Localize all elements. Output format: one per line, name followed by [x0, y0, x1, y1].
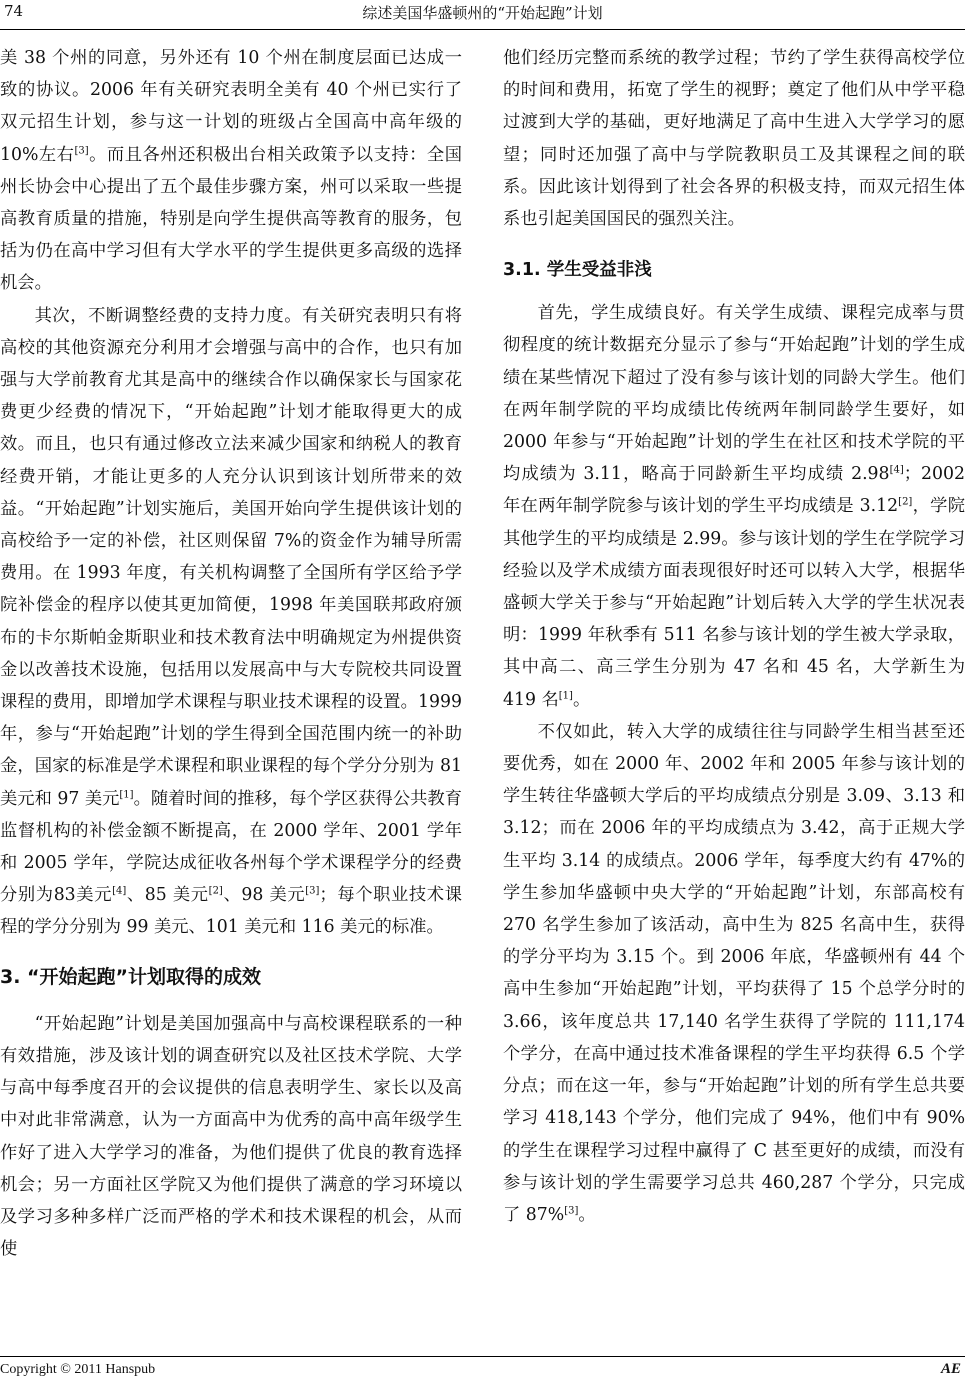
paragraph-4: 首先，学生成绩良好。有关学生成绩、课程完成率与贯彻程度的统计数据充分显示了参与“开始起跑”计划的学生成绩在某些情况下超过了没有参与该计划的同龄大学生。他们在两年制学院的平均成绩比传统两年制同龄学生要好，如 2000 年参与“开始起跑”计划的学生在社区和技术学院的平均成绩为 3.11，略高于同龄新生平均成绩 2.98[4]；2002 年在两年制学院参与该计划的学生平均成绩是 3.12[2]，学院其他学生的平均成绩是 2.99。参与该计划的学生在学院学习经验以及学术成绩方面表现很好时还可以转入大学，根据华盛顿大学关于参与“开始起跑”计划后转入大学的学生状况表明：1999 年秋季有 511 名参与该计划的学生被大学录取，其中高二、高三学生分别为 47 名和 45 名，大学新生为 419 名[1]。 — [503, 303, 965, 710]
left-column — [0, 42, 462, 1265]
right-column — [503, 42, 965, 1231]
citation-ref[interactable]: [1] — [558, 690, 573, 702]
paragraph-2: 其次，不断调整经费的支持力度。有关研究表明只有将高校的其他资源充分利用才会增强与高中的合作，也只有加强与大学前教育尤其是高中的继续合作以确保家长与国家花费更少经费的情况下，“开始起跑”计划才能取得更大的成效。而且，也只有通过修改立法来减少国家和纳税人的教育经费开销，才能让更多的人充分认识到该计划所带来的效益。“开始起跑”计划实施后，美国开始向学生提供该计划的高校给予一定的补偿，社区则保留 7%的资金作为辅导所需费用。在 1993 年度，有关机构调整了全国所有学区给予学院补偿金的程序以使其更加简便，1998 年美国联邦政府颁布的卡尔斯帕金斯职业和技术教育法中明确规定为州提供资金以改善技术设施，包括用以发展高中与大专院校共同设置课程的费用，即增加学术课程与职业技术课程的设置。1999 年，参与“开始起跑”计划的学生得到全国范围内统一的补助金，国家的标准是学术课程和职业课程的每个学分分别为 81 美元和 97 美元[1]。随着时间的推移，每个学区获得公共教育监督机构的补偿金额不断提高，在 2000 学年、2001 学年和 2005 学年，学院达成征收各州每个学术课程学分的经费分别为83美元[4]、85 美元[2]、98 美元[3]；每个职业技术课程的学分分别为 99 美元、101 美元和 116 美元的标准。 — [0, 305, 462, 938]
page-footer — [0, 1356, 965, 1386]
citation-ref[interactable]: [2] — [898, 496, 913, 508]
section-heading-3: 3. “开始起跑”计划取得的成效 — [0, 965, 262, 988]
citation-ref[interactable]: [2] — [208, 885, 223, 897]
header-rule — [0, 29, 965, 30]
citation-ref[interactable]: [3] — [305, 885, 320, 897]
citation-ref[interactable]: [3] — [74, 145, 89, 157]
running-header — [0, 2, 965, 26]
copyright: Copyright © 2011 Hanspub — [0, 1362, 156, 1377]
journal-abbrev: AE — [940, 1361, 961, 1377]
running-title: 综述美国华盛顿州的“开始起跑”计划 — [362, 4, 603, 22]
paragraph-3-continued: 他们经历完整而系统的教学过程；节约了学生获得高校学位的时间和费用，拓宽了学生的视野；奠定了他们从中学平稳过渡到大学的基础，更好地满足了高中生进入大学学习的愿望；同时还加强了高中与学院教职员工及其课程之间的联系。因此该计划得到了社会各界的积极支持，而双元招生体系也引起美国国民的强烈关注。 — [503, 48, 965, 230]
citation-ref[interactable]: [3] — [564, 1205, 579, 1217]
section-heading-3-1: 3.1. 学生受益非浅 — [503, 260, 652, 281]
citation-ref[interactable]: [4] — [112, 885, 127, 897]
paragraph-5: 不仅如此，转入大学的成绩往往与同龄学生相当甚至还要优秀，如在 2000 年、2002 年和 2005 年参与该计划的学生转往华盛顿大学后的平均成绩点分别是 3.09、3.13 和 3.12；而在 2006 年的平均成绩点为 3.42，高于正规大学生平均 3.14 的成绩点。2006 学年，每季度大约有 47%的学生参加华盛顿中央大学的“开始起跑”计划，东部高校有 270 名学生参加了该活动，高中生为 825 名高中生，获得的学分平均为 3.15 个。到 2006 年底，华盛顿州有 44 个高中生参加“开始起跑”计划，平均获得了 15 个总学分时的 3.66，该年度总共 17,140 名学生获得了学院的 111,174 个学分，在高中通过技术准备课程的学生平均获得 6.5 个学分点；而在这一年，参与“开始起跑”计划的所有学生总共要学习 418,143 个学分，他们完成了 94%，他们中有 90%的学生在课程学习过程中赢得了 C 甚至更好的成绩，而没有参与该计划的学生需要学习总共 460,287 个学分，只完成了 87%[3]。 — [503, 721, 965, 1225]
citation-ref[interactable]: [1] — [119, 789, 134, 801]
paragraph-3: “开始起跑”计划是美国加强高中与高校课程联系的一种有效措施，涉及该计划的调查研究以及社区技术学院、大学与高中每季度召开的会议提供的信息表明学生、家长以及高中对此非常满意，认为一方面高中为优秀的高中高年级学生作好了进入大学学习的准备，为他们提供了优良的教育选择机会；另一方面社区学院又为他们提供了满意的学习环境以及学习多种多样广泛而严格的学术和技术课程的机会，从而使 — [0, 1013, 462, 1260]
citation-ref[interactable]: [4] — [889, 464, 904, 476]
page-number: 74 — [4, 2, 24, 20]
paragraph-1: 美 38 个州的同意，另外还有 10 个州在制度层面已达成一致的协议。2006 年有关研究表明全美有 40 个州已实行了双元招生计划，参与这一计划的班级占全国高中高年级的 10%左右[3]。而且各州还积极出台相关政策予以支持：全国州长协会中心提出了五个最佳步骤方案，州可以采取一些提高教育质量的措施，特别是向学生提供高等教育的服务，包括为仍在高中学习但有大学水平的学生提供更多高级的选择机会。 — [0, 48, 462, 294]
footer-rule — [0, 1356, 965, 1357]
